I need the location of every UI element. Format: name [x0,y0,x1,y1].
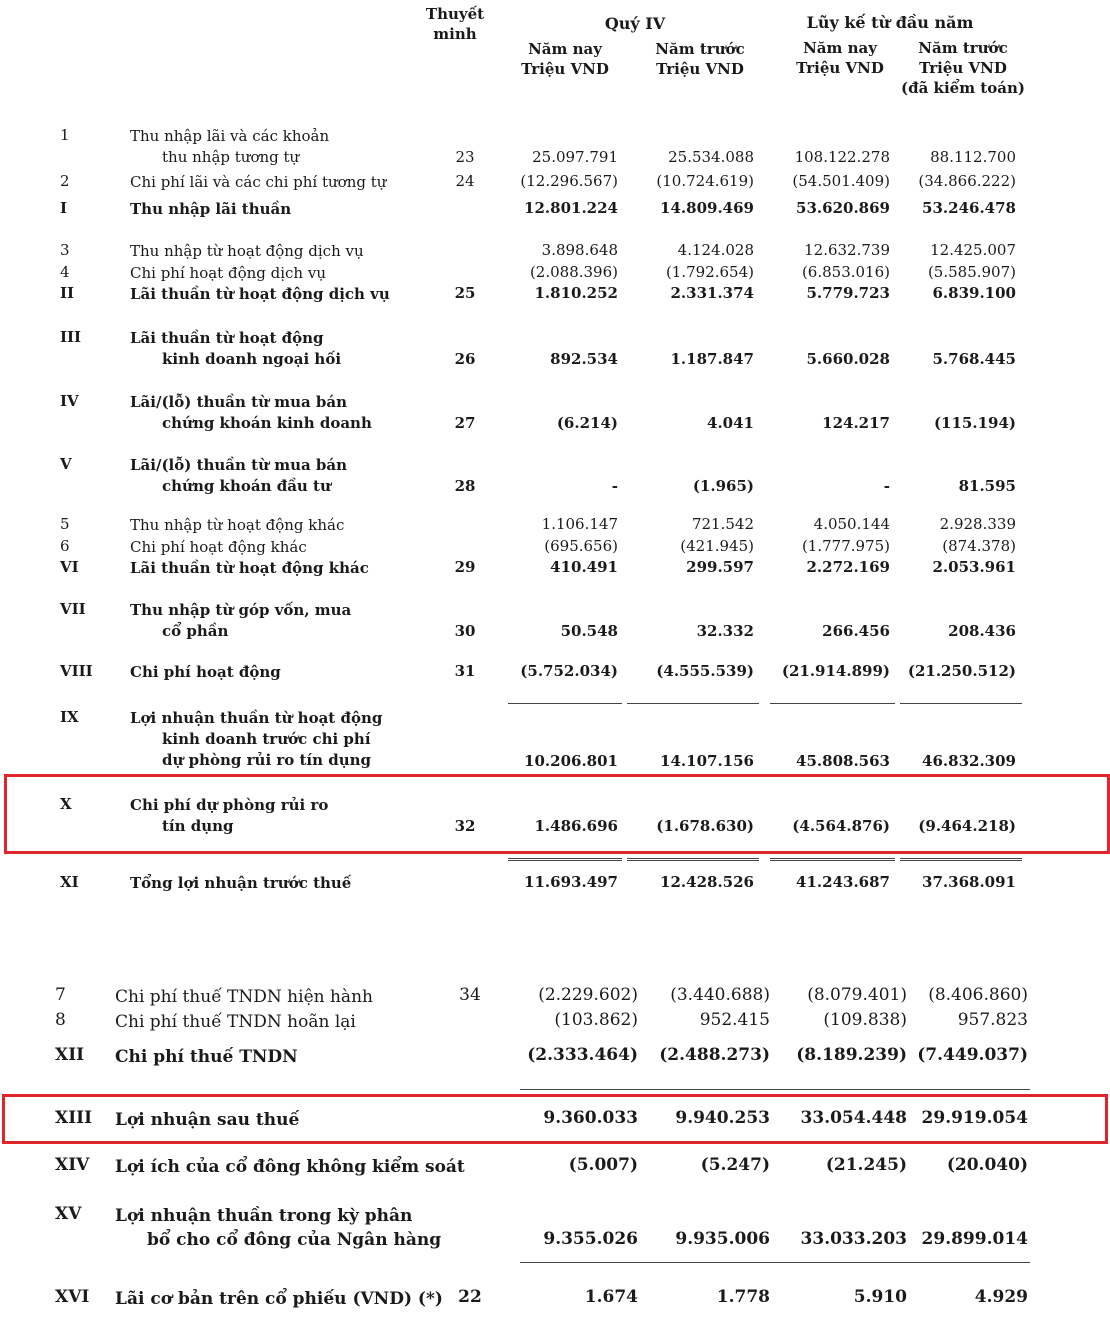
row-value-col3: 4.050.144 [813,515,890,533]
row-value-col1: 25.097.791 [532,148,618,166]
row-label-line: Tổng lợi nhuận trước thuế [130,874,352,892]
row-note: 26 [454,350,476,368]
row-label-line: Lợi nhuận thuần trong kỳ phân [115,1206,413,1226]
row-code: IX [60,708,79,726]
row-note: 27 [454,414,476,432]
row-label-line: Lợi nhuận sau thuế [115,1110,300,1130]
row-code: XIV [55,1155,90,1175]
row-label [115,1155,465,1179]
note-header-word-1: Thuyết [425,5,485,23]
row-label-line: Thu nhập từ góp vốn, mua [130,601,352,619]
row-label [130,873,351,894]
row-value-col2: 1.778 [716,1287,770,1307]
row-value-col2: 2.331.374 [670,284,754,302]
row-label [130,199,291,220]
row-value-col4: (5.585.907) [927,263,1016,281]
profit-alloc-rule [520,1262,1030,1263]
row-value-col2: (10.724.619) [656,172,754,190]
row-code: VIII [60,662,93,680]
row-label-line: Chi phí dự phòng rủi ro [130,796,329,814]
row-code: 1 [60,126,70,144]
row-value-col3: (109.838) [823,1010,907,1030]
row-label-line: Chi phí hoạt động dịch vụ [130,264,326,282]
row-label [130,392,372,434]
row-note: 23 [455,148,475,166]
row-value-col4: 208.436 [948,622,1016,640]
row-value-col3: 45.808.563 [796,752,890,770]
row-value-col2: (421.945) [680,537,754,555]
row-value-col1: 1.486.696 [534,817,618,835]
col3-header-line1: Năm nay [803,39,877,57]
row-value-col3: (8.189.239) [796,1045,907,1065]
col1-header [505,39,625,79]
row-value-col4: 88.112.700 [930,148,1016,166]
row-value-col1: 11.693.497 [524,873,618,891]
col2-header [640,39,760,79]
row-value-col2: (1.965) [692,477,754,495]
row-value-col4: 2.053.961 [932,558,1016,576]
row-label-line: Lãi/(lỗ) thuần từ mua bán [130,393,348,411]
row-value-col2: (2.488.273) [659,1045,770,1065]
row-code: 6 [60,537,70,555]
row-label-line: cổ phần [162,622,229,640]
row-value-col2: (1.792.654) [665,263,754,281]
row-value-col4: 81.595 [958,477,1016,495]
col4-header-line3: (đã kiểm toán) [901,79,1025,97]
row-value-col4: (7.449.037) [917,1045,1028,1065]
row-label-line: Chi phí hoạt động khác [130,538,307,556]
col4-header [893,38,1033,98]
row-label-line: bổ cho cổ đông của Ngân hàng [147,1230,442,1250]
row-value-col4: (34.866.222) [918,172,1016,190]
row-label-line: Lãi thuần từ hoạt động [130,329,324,347]
row-note: 30 [454,622,476,640]
row-label [130,328,341,370]
row-value-col1: (5.752.034) [520,662,618,680]
row-label [130,558,369,579]
row-code: VII [60,600,86,618]
row-code: XIII [55,1108,93,1128]
row-label-line: chứng khoán đầu tư [162,477,331,495]
row-value-col4: 5.768.445 [932,350,1016,368]
row-value-col3: 41.243.687 [796,873,890,891]
row-value-col2: 9.940.253 [675,1108,770,1128]
row-label-line: Thu nhập lãi thuần [130,200,292,218]
row-value-col3: 33.033.203 [800,1229,907,1249]
row-value-col1: 50.548 [560,622,618,640]
row-value-col2: 14.809.469 [660,199,754,217]
row-label [115,1287,443,1311]
row-value-col4: 53.246.478 [922,199,1016,217]
row-value-col1: 1.674 [584,1287,638,1307]
row-label [130,241,364,262]
row-value-col1: (5.007) [568,1155,638,1175]
row-value-col2: 721.542 [691,515,754,533]
row-value-col2: (1.678.630) [656,817,754,835]
row-value-col3: 5.910 [853,1287,907,1307]
row-value-col2: (4.555.539) [656,662,754,680]
row-value-col4: 12.425.007 [930,241,1016,259]
row-label-line: Lợi nhuận thuần từ hoạt động [130,709,383,727]
row-value-col2: 4.124.028 [677,241,754,259]
row-label-line: Lãi/(lỗ) thuần từ mua bán [130,456,348,474]
row-value-col3: 108.122.278 [794,148,890,166]
row-value-col1: 10.206.801 [524,752,618,770]
row-code: II [60,284,75,302]
row-label [130,662,281,683]
quarter-group-header: Quý IV [604,14,666,33]
total-rule-2 [627,858,759,861]
row-code: 3 [60,241,70,259]
subtotal-rule-3 [770,703,895,704]
row-value-col1: (2.333.464) [527,1045,638,1065]
row-label [130,172,386,193]
note-column-header [420,4,490,44]
row-note: 29 [454,558,476,576]
row-label-line: Lãi thuần từ hoạt động khác [130,559,369,577]
row-value-col4: (9.464.218) [918,817,1016,835]
row-value-col1: (103.862) [554,1010,638,1030]
row-label [130,600,351,642]
row-label [130,284,390,305]
row-value-col2: (3.440.688) [670,985,770,1005]
row-label [115,1010,356,1034]
row-code: 2 [60,172,70,190]
row-label-line: kinh doanh ngoại hối [162,350,342,368]
subtotal-rule-1 [508,703,622,704]
row-value-col3: (8.079.401) [807,985,907,1005]
row-value-col1: 12.801.224 [524,199,618,217]
row-value-col4: (874.378) [942,537,1016,555]
row-label-line: Lãi cơ bản trên cổ phiếu (VND) (*) [115,1289,443,1309]
row-note: 32 [454,817,476,835]
row-label-line: Thu nhập từ hoạt động dịch vụ [130,242,364,260]
row-value-col2: 299.597 [686,558,754,576]
row-value-col2: 32.332 [696,622,754,640]
row-value-col4: 4.929 [974,1287,1028,1307]
row-label-line: Chi phí thuế TNDN [115,1047,298,1067]
col2-header-line2: Triệu VND [656,60,744,78]
row-label [115,1204,441,1252]
total-rule-4 [900,858,1022,861]
row-label-line: Chi phí hoạt động [130,663,281,681]
row-value-col2: 4.041 [707,414,754,432]
row-code: I [60,199,68,217]
note-header-word-2: minh [433,25,477,43]
row-note: 22 [458,1287,482,1307]
row-code: V [60,455,72,473]
row-value-col2: 9.935.006 [675,1229,770,1249]
total-rule-1 [508,858,622,861]
row-label-line: Thu nhập từ hoạt động khác [130,516,345,534]
row-value-col2: (5.247) [700,1155,770,1175]
row-value-col4: (115.194) [933,414,1016,432]
tax-total-rule [520,1089,1030,1090]
row-value-col1: 1.810.252 [534,284,618,302]
row-label-line: tín dụng [162,817,234,835]
row-value-col4: 6.839.100 [932,284,1016,302]
row-value-col3: (4.564.876) [792,817,890,835]
row-value-col4: 46.832.309 [922,752,1016,770]
col1-header-line2: Triệu VND [521,60,609,78]
row-label-line: Chi phí thuế TNDN hoãn lại [115,1012,356,1032]
row-code: XII [55,1045,85,1065]
row-label-line: Lãi thuần từ hoạt động dịch vụ [130,285,390,303]
subtotal-rule-4 [900,703,1022,704]
row-value-col3: 5.660.028 [806,350,890,368]
row-value-col1: 1.106.147 [541,515,618,533]
col3-header [780,38,900,78]
row-label [130,126,329,168]
row-label-line: Thu nhập lãi và các khoản [130,127,330,145]
row-value-col3: 2.272.169 [806,558,890,576]
row-value-col3: 5.779.723 [806,284,890,302]
row-value-col3: (21.245) [825,1155,907,1175]
row-value-col3: 12.632.739 [804,241,890,259]
row-label-line: chứng khoán kinh doanh [162,414,372,432]
row-label-line: Lợi ích của cổ đông không kiểm soát [115,1157,465,1177]
row-value-col4: (8.406.860) [928,985,1028,1005]
row-value-col1: (12.296.567) [520,172,618,190]
row-value-col4: 37.368.091 [922,873,1016,891]
row-value-col1: 9.360.033 [543,1108,638,1128]
row-value-col3: - [883,477,890,495]
row-label [130,455,347,497]
row-value-col4: 957.823 [957,1010,1028,1030]
row-value-col4: 29.899.014 [921,1229,1028,1249]
row-code: XI [60,873,79,891]
row-code: IV [60,392,79,410]
row-note: 25 [454,284,476,302]
row-value-col3: (54.501.409) [792,172,890,190]
row-value-col2: 952.415 [699,1010,770,1030]
highlight-box-credit-provision [4,774,1110,854]
row-value-col1: (6.214) [556,414,618,432]
row-value-col3: 124.217 [822,414,890,432]
row-value-col4: (20.040) [946,1155,1028,1175]
row-value-col1: (2.088.396) [529,263,618,281]
row-label [130,515,344,536]
row-label-line: kinh doanh trước chi phí [162,730,371,748]
row-value-col1: 9.355.026 [543,1229,638,1249]
row-label-line: dự phòng rủi ro tín dụng [162,751,372,769]
subtotal-rule-2 [627,703,759,704]
row-code: XVI [55,1287,90,1307]
row-value-col3: (1.777.975) [801,537,890,555]
row-note: 28 [454,477,476,495]
row-code: 7 [55,985,66,1005]
row-label [115,1045,298,1069]
row-value-col1: - [611,477,618,495]
row-code: III [60,328,82,346]
row-note: 34 [459,985,481,1005]
highlight-box-profit-after-tax [2,1094,1108,1144]
row-value-col1: 892.534 [550,350,618,368]
col3-header-line2: Triệu VND [796,59,884,77]
row-value-col2: 12.428.526 [660,873,754,891]
row-value-col1: (695.656) [544,537,618,555]
row-value-col1: 410.491 [550,558,618,576]
row-value-col1: 3.898.648 [541,241,618,259]
col4-header-line2: Triệu VND [919,59,1007,77]
row-label-line: Chi phí lãi và các chi phí tương tự [130,173,387,191]
row-note: 31 [454,662,476,680]
row-value-col2: 25.534.088 [668,148,754,166]
row-label-line: Chi phí thuế TNDN hiện hành [115,987,373,1007]
row-value-col3: (21.914.899) [781,662,890,680]
row-code: XV [55,1204,82,1224]
row-value-col3: 33.054.448 [800,1108,907,1128]
row-code: 4 [60,263,70,281]
row-label-line: thu nhập tương tự [162,148,300,166]
row-code: X [60,795,72,813]
row-label [115,985,373,1009]
row-note: 24 [455,172,475,190]
row-value-col4: 2.928.339 [939,515,1016,533]
row-value-col1: (2.229.602) [538,985,638,1005]
col2-header-line1: Năm trước [655,40,745,58]
row-label [130,537,307,558]
ytd-group-header: Lũy kế từ đầu năm [806,13,974,32]
col4-header-line1: Năm trước [918,39,1008,57]
row-label [130,263,326,284]
row-label [130,708,382,771]
row-code: 5 [60,515,70,533]
row-code: VI [60,558,79,576]
row-value-col4: (21.250.512) [907,662,1016,680]
row-value-col3: 53.620.869 [796,199,890,217]
row-code: 8 [55,1010,66,1030]
row-value-col2: 1.187.847 [670,350,754,368]
row-value-col2: 14.107.156 [660,752,754,770]
row-value-col3: (6.853.016) [801,263,890,281]
row-value-col3: 266.456 [822,622,890,640]
row-value-col4: 29.919.054 [921,1108,1028,1128]
total-rule-3 [770,858,895,861]
col1-header-line1: Năm nay [528,40,602,58]
